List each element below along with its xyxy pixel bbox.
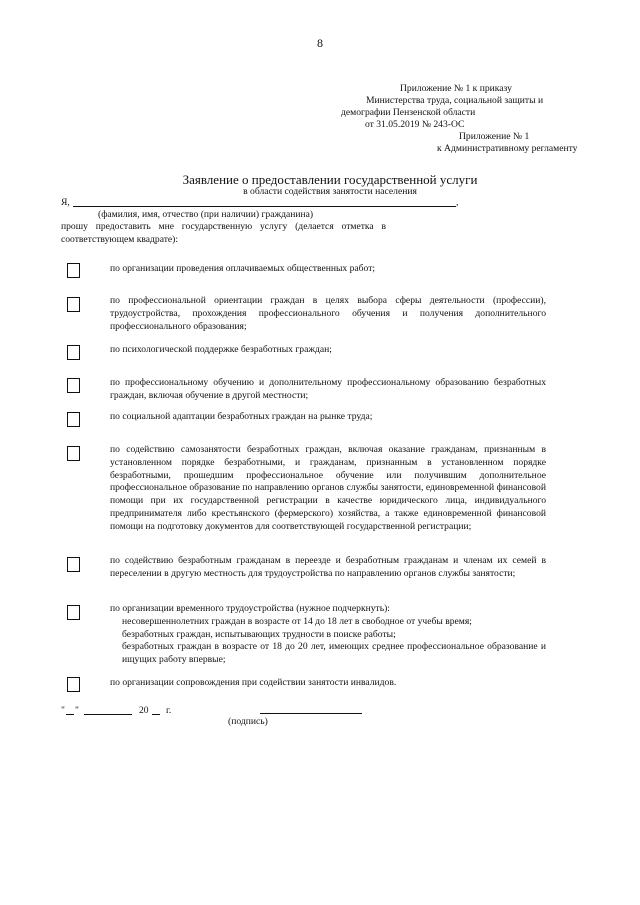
appendix-line-4: от 31.05.2019 № 243-ОС xyxy=(365,119,465,130)
signature-field[interactable] xyxy=(260,713,362,714)
checkbox-career-guidance[interactable] xyxy=(67,297,80,312)
option-social-adaptation: по социальной адаптации безработных граждан на рынке труда; xyxy=(110,411,373,422)
date-open-quote: " xyxy=(61,705,65,716)
applicant-prefix: Я, xyxy=(61,197,70,208)
checkbox-professional-training[interactable] xyxy=(67,378,80,393)
date-day-field[interactable] xyxy=(66,714,74,715)
applicant-name-field[interactable] xyxy=(73,206,456,207)
option-relocation: по содействию безработным гражданам в переезде и безработным гражданам и членам их семей в переселении в другую местность для трудоустройства по направлению органов службы занятости; xyxy=(110,555,546,579)
temp-employment-item: несовершеннолетних граждан в возрасте от 14 до 18 лет в свободное от учебы время; xyxy=(122,616,472,627)
date-year-prefix: 20 xyxy=(139,705,149,716)
appendix-line-1: Приложение № 1 к приказу xyxy=(400,83,512,94)
appendix-line-5: Приложение № 1 xyxy=(459,131,530,142)
appendix-line-3: демографии Пензенской области xyxy=(341,107,476,118)
option-disabled-support: по организации сопровождения при содействии занятости инвалидов. xyxy=(110,677,397,688)
date-year-suffix: г. xyxy=(166,705,172,716)
document-title: Заявление о предоставлении государственной услуги xyxy=(182,172,478,187)
checkbox-self-employment[interactable] xyxy=(67,446,80,461)
date-year-field[interactable] xyxy=(152,714,160,715)
checkbox-relocation[interactable] xyxy=(67,557,80,572)
page-number: 8 xyxy=(317,36,323,50)
option-psychological-support: по психологической поддержке безработных граждан; xyxy=(110,344,332,355)
option-professional-training: по профессиональному обучению и дополнительному профессиональному образованию безработных граждан, включая обучение в другой местности; xyxy=(110,377,546,401)
document-subtitle: в области содействия занятости населения xyxy=(243,186,417,197)
date-close-quote: " xyxy=(75,705,79,716)
appendix-line-2: Министерства труда, социальной защиты и xyxy=(366,95,544,106)
request-text: прошу предоставить мне государственную услугу (делается отметка в соответствующем квадрате): xyxy=(61,221,386,245)
temp-employment-item: безработных граждан, испытывающих трудности в поиске работы; xyxy=(122,629,396,640)
appendix-line-6: к Административному регламенту xyxy=(437,143,578,154)
option-career-guidance: по профессиональной ориентации граждан в целях выбора сферы деятельности (профессии), трудоустройства, прохождения профессионального обучения и получения дополнительного профессионального образования; xyxy=(110,295,546,332)
temp-employment-item: безработных граждан в возрасте от 18 до 20 лет, имеющих среднее профессиональное образование и ищущих работу впервые; xyxy=(122,641,546,665)
checkbox-disabled-support[interactable] xyxy=(67,677,80,692)
checkbox-psychological-support[interactable] xyxy=(67,345,80,360)
checkbox-temporary-employment[interactable] xyxy=(67,605,80,620)
signature-caption: (подпись) xyxy=(228,716,268,727)
date-month-field[interactable] xyxy=(84,714,132,715)
applicant-suffix: , xyxy=(456,197,459,208)
checkbox-social-adaptation[interactable] xyxy=(67,412,80,427)
checkbox-public-works[interactable] xyxy=(67,263,80,278)
applicant-name-caption: (фамилия, имя, отчество (при наличии) гражданина) xyxy=(98,209,314,220)
option-temporary-employment: по организации временного трудоустройства (нужное подчеркнуть): xyxy=(110,603,390,614)
option-public-works: по организации проведения оплачиваемых общественных работ; xyxy=(110,263,376,274)
option-self-employment: по содействию самозанятости безработных граждан, включая оказание гражданам, признанным в установленном порядке безработными, и гражданам, признанным в установленном порядке безработными, прошедшим профессиональное обучение или получившим дополнительное профессиональное образование по направлению органов службы занятости, единовременной финансовой помощи при их государственной регистрации в качестве юридического лица, индивидуального предпринимателя либо крестьянского (фермерского) хозяйства, а также единовременной финансовой помощи на подготовку документов для соответствующей государственной регистрации; xyxy=(110,444,546,532)
